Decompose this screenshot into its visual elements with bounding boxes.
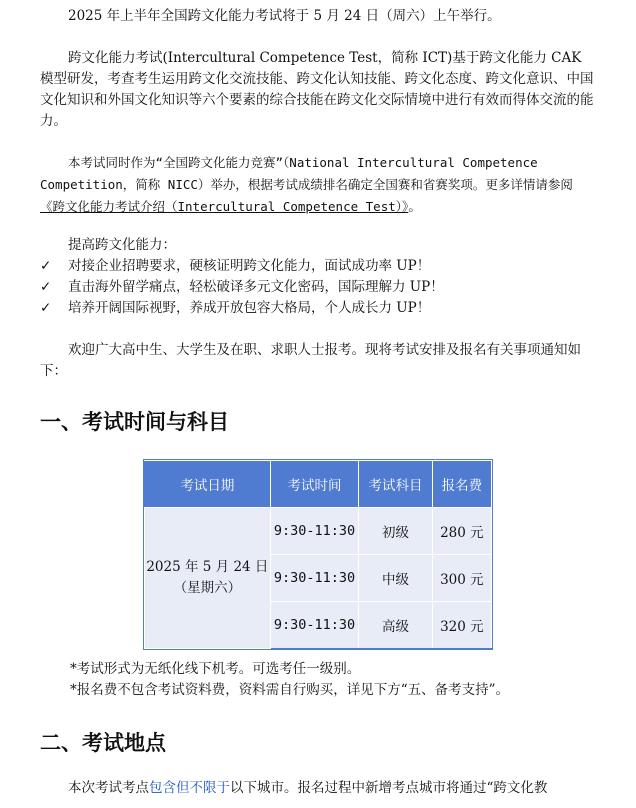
intro-paragraph-3-text: 本考试同时作为“全国跨文化能力竞赛”（National Intercultural Competence Competition，简称 NICC）举办，根据考试成绩排名确定全国赛和省赛奖项。更多详情请参阅 [40, 155, 573, 192]
exam-fee: 320 元 [432, 602, 491, 649]
exam-note-2: *报名费不包含考试资料费，资料需自行购买，详见下方“五、备考支持”。 [70, 682, 510, 698]
benefit-item [40, 277, 596, 298]
checkmark-icon: ✓ [40, 258, 52, 274]
exam-fee: 300 元 [432, 555, 491, 602]
intro-paragraph-3-end: 。 [408, 199, 422, 215]
exam-level: 中级 [359, 555, 433, 602]
benefit-item [40, 298, 596, 319]
section-2-highlight: 包含但不限于 [149, 780, 230, 796]
exam-level: 初级 [359, 508, 433, 555]
header-date: 考试日期 [145, 461, 271, 508]
intro-paragraph-1: 2025 年上半年全国跨文化能力考试将于 5 月 24 日（周六）上午举行。 [68, 8, 501, 24]
table-row [145, 508, 492, 555]
section-2-text: 本次考试考点 [68, 780, 149, 796]
exam-fee: 280 元 [432, 508, 491, 555]
section-1-heading: 一、考试时间与科目 [40, 410, 229, 434]
section-2-heading: 二、考试地点 [40, 731, 166, 755]
benefit-text: 直击海外留学痛点，轻松破译多元文化密码，国际理解力 UP！ [68, 279, 444, 295]
table-header-row [145, 461, 492, 508]
header-subject: 考试科目 [359, 461, 433, 508]
benefits-title: 提高跨文化能力： [68, 237, 176, 253]
welcome-paragraph: 欢迎广大高中生、大学生及在职、求职人士报考。现将考试安排及报名有关事项通知如下： [40, 342, 581, 379]
exam-schedule-table [144, 460, 492, 649]
checkmark-icon: ✓ [40, 279, 52, 295]
header-time: 考试时间 [270, 461, 358, 508]
intro-paragraph-3 [40, 152, 596, 218]
intro-paragraph-2: 跨文化能力考试(Intercultural Competence Test，简称 ICT)基于跨文化能力 CAK 模型研发，考查考生运用跨文化交流技能、跨文化认知技能、跨文化态度、跨文化意识、中国文化知识和外国文化知识等六个要素的综合技能在跨文化交际情境中进行有效而得体交流的能力。 [40, 50, 594, 129]
ict-intro-link[interactable]: 《跨文化能力考试介绍（Intercultural Competence Test）》 [40, 199, 409, 214]
exam-time: 9:30-11:30 [270, 555, 358, 602]
exam-date-cell [145, 508, 271, 649]
benefits-list [40, 256, 596, 319]
exam-level: 高级 [359, 602, 433, 649]
exam-weekday: （星期六） [173, 580, 242, 596]
exam-time: 9:30-11:30 [270, 602, 358, 649]
exam-note-1: *考试形式为无纸化线下机考。可选考任一级别。 [70, 661, 361, 677]
benefit-item [40, 256, 596, 277]
benefit-text: 对接企业招聘要求，硬核证明跨文化能力，面试成功率 UP！ [68, 258, 431, 274]
header-fee: 报名费 [432, 461, 491, 508]
exam-date: 2025 年 5 月 24 日 [146, 559, 269, 575]
exam-time: 9:30-11:30 [270, 508, 358, 555]
benefit-text: 培养开阔国际视野，养成开放包容大格局，个人成长力 UP！ [68, 300, 431, 316]
section-2-paragraph [40, 778, 596, 799]
section-2-text-rest: 以下城市。报名过程中新增考点城市将通过“跨文化教 [230, 780, 548, 796]
checkmark-icon: ✓ [40, 300, 52, 316]
